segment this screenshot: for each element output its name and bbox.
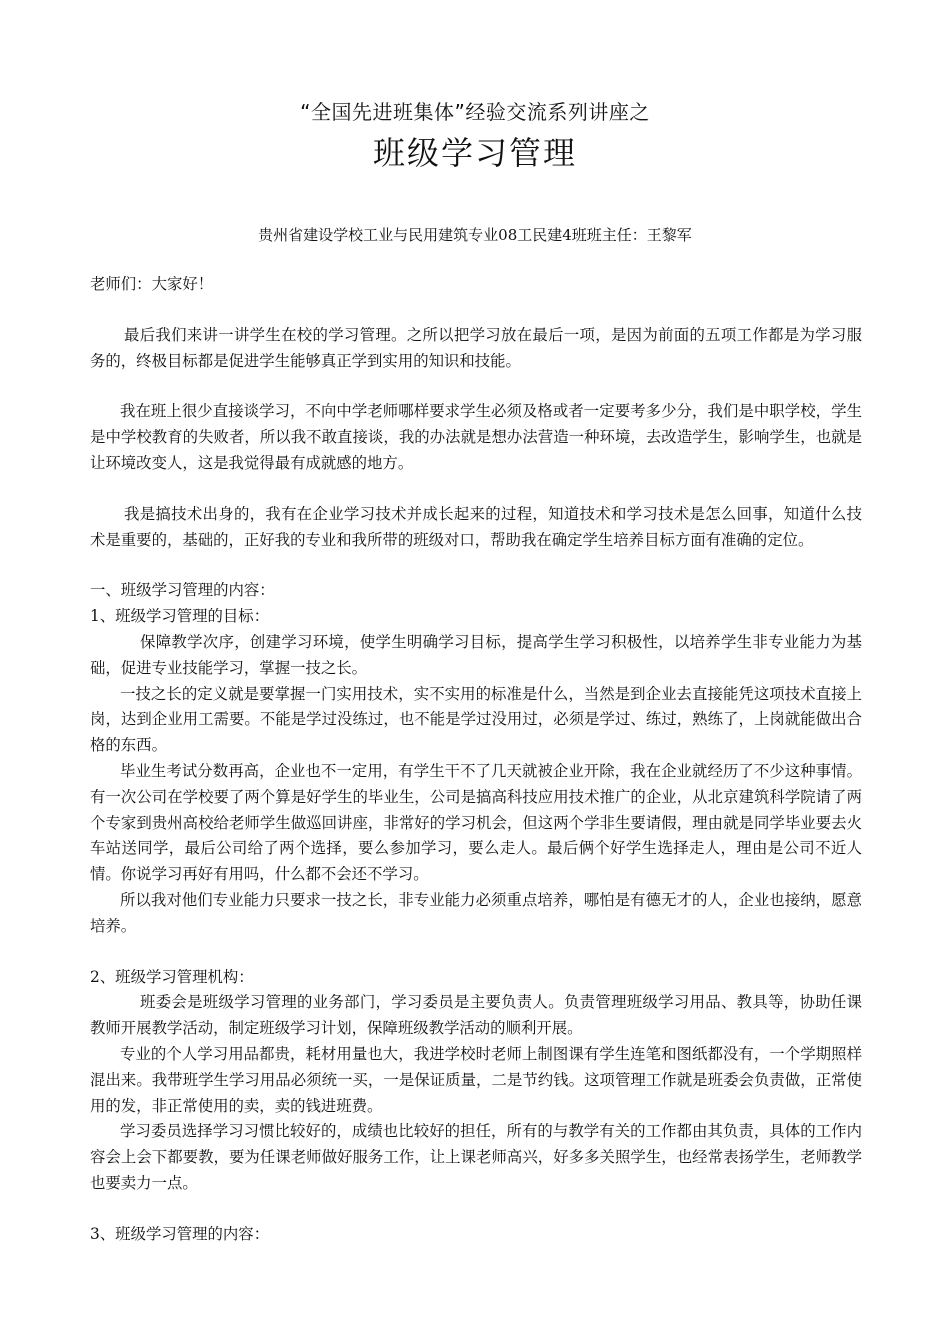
author-line: 贵州省建设学校工业与民用建筑专业08工民建4班班主任：王黎军 — [258, 226, 692, 244]
paragraph-graduate-story: 毕业生考试分数再高，企业也不一定用，有学生干不了几天就被企业开除，我在企业就经历了不少这种事情。有一次公司在学校要了两个算是好学生的毕业生，公司是搞高科技应用技术推广的企业，从北京建筑科学院请了两个专家到贵州高校给老师学生做巡回讲座，非常好的学习机会，但这两个学非生要请假，理由就是同学毕业要去火车站送同学，最后公司给了两个选择，要么参加学习，要么走人。最后俩个好学生选择走人，理由是公司不近人情。你说学习再好有用吗，什么都不会还不学习。 — [90, 761, 862, 884]
section-heading: 一、班级学习管理的内容： — [90, 581, 275, 600]
paragraph-committee: 班委会是班级学习管理的业务部门，学习委员是主要负责人。负责管理班级学习用品、教具等，协助任课教师开展教学活动，制定班级学习计划，保障班级教学活动的顺利开展。 — [90, 993, 862, 1038]
paragraph-supplies: 专业的个人学习用品都贵，耗材用量也大，我进学校时老师上制图课有学生连笔和图纸都没有，一个学期照样混出来。我带班学生学习用品必须统一买，一是保证质量，二是节约钱。这项管理工作就是班委会负责做，正常使用的发，非正常使用的卖，卖的钱进班费。 — [90, 1044, 862, 1115]
paragraph-approach: 我在班上很少直接谈学习，不向中学老师哪样要求学生必须及格或者一定要考多少分，我们是中职学校，学生是中学校教育的失败者，所以我不敢直接谈，我的办法就是想办法营造一种环境，去改造学生，影响学生，也就是让环境改变人，这是我觉得最有成就感的地方。 — [90, 402, 862, 472]
paragraph-skill-definition: 一技之长的定义就是要掌握一门实用技术，实不实用的标准是什么，当然是到企业去直接能凭这项技术直接上岗，达到企业用工需要。不能是学过没练过，也不能是学过没用过，必须是学过、练过，熟练了，上岗就能做出合格的东西。 — [90, 684, 862, 755]
paragraph-goals: 保障教学次序，创建学习环境，使学生明确学习目标，提高学生学习积极性，以培养学生非专业能力为基础，促进专业技能学习，掌握一技之长。 — [90, 632, 862, 677]
subsection-heading-goals: 1、班级学习管理的目标： — [90, 607, 270, 626]
subsection-heading-content: 3、班级学习管理的内容： — [90, 1224, 270, 1243]
paragraph-study-monitor: 学习委员选择学习习惯比较好的，成绩也比较好的担任，所有的与教学有关的工作都由其负责，具体的工作内容会上会下都要教，要为任课老师做好服务工作，让上课老师高兴，好多多关照学生，也经常表扬学生，老师教学也要卖力一点。 — [90, 1122, 862, 1192]
subsection-heading-organization: 2、班级学习管理机构： — [90, 967, 254, 986]
paragraph-background: 我是搞技术出身的，我有在企业学习技术并成长起来的过程，知道技术和学习技术是怎么回事，知道什么技术是重要的，基础的，正好我的专业和我所带的班级对口，帮助我在确定学生培养目标方面有准确的定位。 — [90, 504, 862, 549]
greeting: 老师们：大家好！ — [90, 275, 214, 293]
document-body — [90, 272, 862, 1248]
series-title: “全国先进班集体”经验交流系列讲座之 — [300, 100, 650, 124]
paragraph-intro: 最后我们来讲一讲学生在校的学习管理。之所以把学习放在最后一项，是因为前面的五项工作都是为学习服务的，终极目标都是促进学生能够真正学到实用的知识和技能。 — [90, 325, 862, 370]
page-title: 班级学习管理 — [372, 134, 577, 172]
paragraph-conclusion: 所以我对他们专业能力只要求一技之长，非专业能力必须重点培养，哪怕是有德无才的人，企业也接纳，愿意培养。 — [90, 890, 862, 935]
